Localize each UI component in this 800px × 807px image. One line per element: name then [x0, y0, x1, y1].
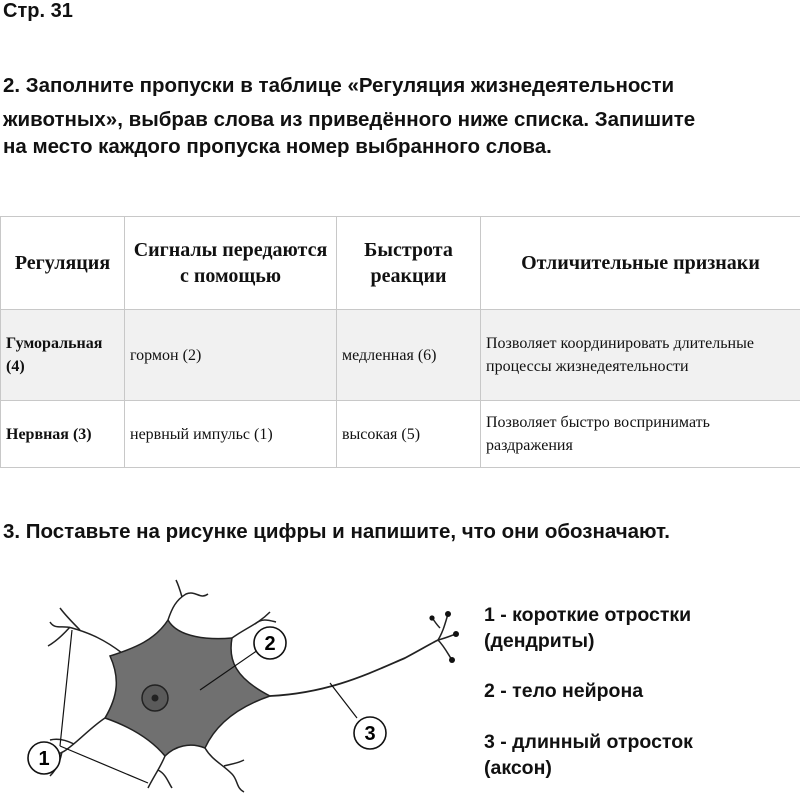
- cell-signal: гормон (2): [125, 310, 337, 401]
- table-row: [1, 310, 800, 401]
- label-3: [354, 717, 386, 749]
- legend-item-2: [484, 678, 643, 704]
- figure-label: 2: [264, 633, 276, 655]
- cell-features: Позволяет быстро воспринимать раздражения: [481, 401, 800, 468]
- label-2: [254, 627, 286, 659]
- axon: [270, 640, 438, 696]
- figure-label: 1: [38, 748, 50, 770]
- figure-label: 3: [364, 723, 376, 745]
- page-number: Стр. 31: [3, 0, 73, 22]
- task-2-line: 2. Заполните пропуски в таблице «Регуляция жизнедеятельности: [3, 74, 675, 97]
- header-signals: Сигналы передаются с помощью: [125, 217, 337, 310]
- cell-regulation-type: Гуморальная (4): [1, 310, 125, 401]
- task-2-line: на место каждого пропуска номер выбранного слова.: [3, 135, 552, 158]
- legend-line: 2 - тело нейрона: [484, 680, 644, 702]
- cell-signal: нервный импульс (1): [125, 401, 337, 468]
- neuron-figure: [0, 578, 480, 807]
- legend-line: (аксон): [484, 757, 552, 779]
- table-row: [1, 401, 800, 468]
- cell-speed: медленная (6): [337, 310, 481, 401]
- cell-features: Позволяет координировать длительные процессы жизнедеятельности: [481, 310, 800, 401]
- cell-regulation-type: Нервная (3): [1, 401, 125, 468]
- legend-line: 3 - длинный отросток: [484, 731, 693, 753]
- legend-item-1: [484, 602, 691, 654]
- header-regulation: Регуляция: [1, 217, 125, 310]
- header-reaction-speed: Быстрота реакции: [337, 217, 481, 310]
- axon-terminals: [432, 614, 456, 660]
- neuron-body: [105, 620, 270, 756]
- legend-item-3: [484, 729, 693, 781]
- regulation-table: [0, 216, 800, 468]
- task-3-instructions: 3. Поставьте на рисунке цифры и напишите, что они обозначают.: [3, 520, 670, 543]
- header-features: Отличительные признаки: [481, 217, 800, 310]
- task-2-line: животных», выбрав слова из приведённого ниже списка. Запишите: [3, 108, 696, 131]
- cell-speed: высокая (5): [337, 401, 481, 468]
- table-header-row: [1, 217, 800, 310]
- legend-line: (дендриты): [484, 630, 595, 652]
- task-2-instructions: [3, 72, 798, 160]
- label-1: [28, 742, 60, 774]
- legend-line: 1 - короткие отростки: [484, 604, 692, 626]
